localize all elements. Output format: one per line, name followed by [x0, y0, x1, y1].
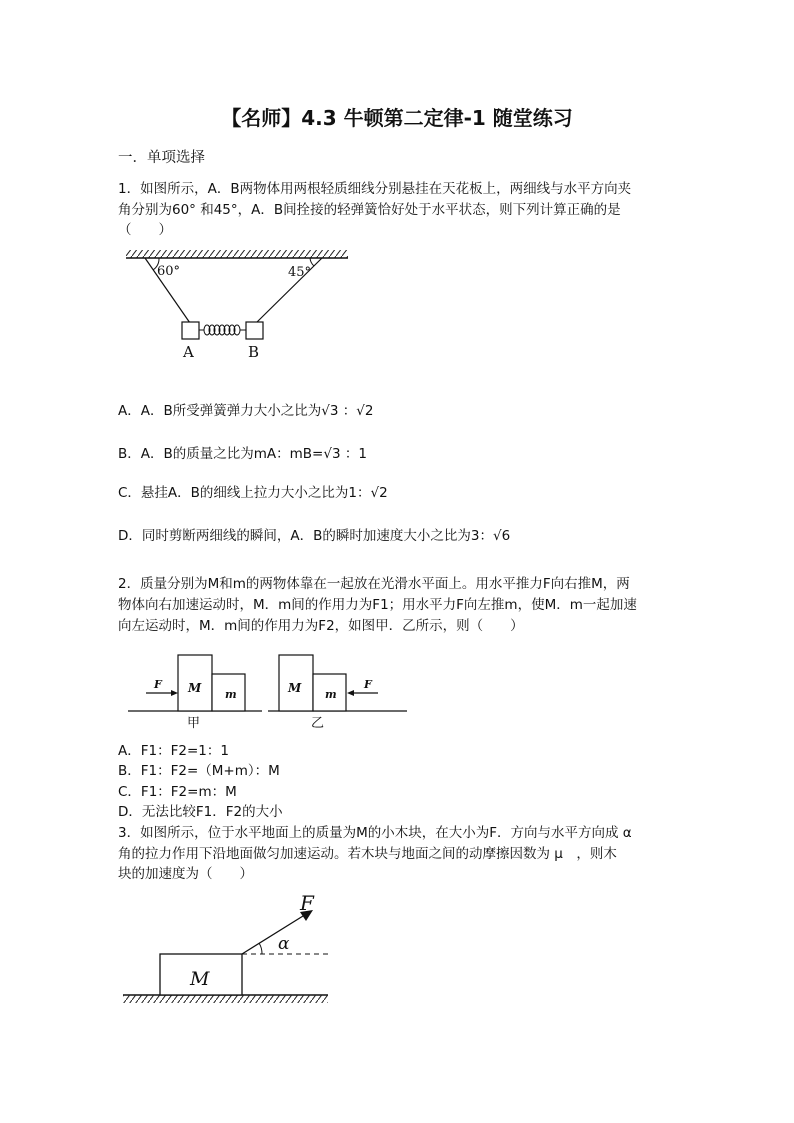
caption-jia: 甲: [187, 716, 201, 731]
q3-stem-line-3: 块的加速度为（ ）: [118, 866, 253, 882]
angle-label-60: 60°: [157, 264, 181, 279]
pull-force-arrow: [242, 916, 303, 954]
page-title: 【名师】4.3 牛顿第二定律-1 随堂练习: [221, 106, 573, 130]
q2-option-d: D．无法比较F1．F2的大小: [118, 804, 283, 820]
block-b-label: B: [248, 343, 260, 361]
force-label-f: F: [300, 891, 314, 915]
small-block-label-right: m: [325, 688, 337, 701]
q3-stem-line-1: 3．如图所示，位于水平地面上的质量为M的小木块，在大小为F．方向与水平方向成 α: [118, 825, 632, 841]
force-label-left: F: [154, 678, 162, 691]
section-heading: 一．单项选择: [118, 150, 205, 166]
big-block-label-right: M: [288, 681, 302, 695]
q2-stem-line-3: 向左运动时，M．m间的作用力为F2，如图甲．乙所示，则（ ）: [118, 618, 524, 634]
q3-stem-line-2: 角的拉力作用下沿地面做匀加速运动。若木块与地面之间的动摩擦因数为 μ ，则木: [118, 846, 617, 862]
q2-option-c: C．F1：F2=m：M: [118, 784, 237, 800]
q1-stem-line-3: （ ）: [118, 222, 172, 238]
q1-option-c: C．悬挂A．B的细线上拉力大小之比为1：√2: [118, 485, 388, 501]
q1-option-b: B．A．B的质量之比为mA：mB=√3 ：1: [118, 446, 367, 462]
block-a-label: A: [183, 343, 194, 361]
ground-hatch: [123, 995, 328, 1003]
big-block-label-left: M: [188, 681, 202, 695]
q1-stem-line-2: 角分别为60° 和45°，A．B间拴接的轻弹簧恰好处于水平状态，则下列计算正确的是: [118, 202, 621, 218]
q1-stem-line-1: 1．如图所示，A．B两物体用两根轻质细线分别悬挂在天花板上，两细线与水平方向夹: [118, 181, 632, 197]
angle-arc-alpha: [259, 943, 262, 954]
q2-option-b: B．F1：F2=（M+m）：M: [118, 763, 280, 779]
q1-option-a: A．A．B所受弹簧弹力大小之比为√3 ：√2: [118, 403, 374, 419]
small-block-label-left: m: [225, 688, 237, 701]
block-m-label: M: [190, 968, 210, 990]
angle-label-45: 45°: [288, 265, 312, 280]
q2-option-a: A．F1：F2=1：1: [118, 743, 229, 759]
q2-stem-line-1: 2．质量分别为M和m的两物体靠在一起放在光滑水平面上。用水平推力F向右推M，两: [118, 576, 630, 592]
q2-stem-line-2: 物体向右加速运动时，M．m间的作用力为F1；用水平力F向左推m，使M．m一起加速: [118, 597, 637, 613]
q1-option-d: D．同时剪断两细线的瞬间，A．B的瞬时加速度大小之比为3：√6: [118, 528, 511, 544]
angle-label-alpha: α: [278, 934, 290, 954]
caption-yi: 乙: [311, 716, 325, 731]
force-label-right: F: [364, 678, 372, 691]
